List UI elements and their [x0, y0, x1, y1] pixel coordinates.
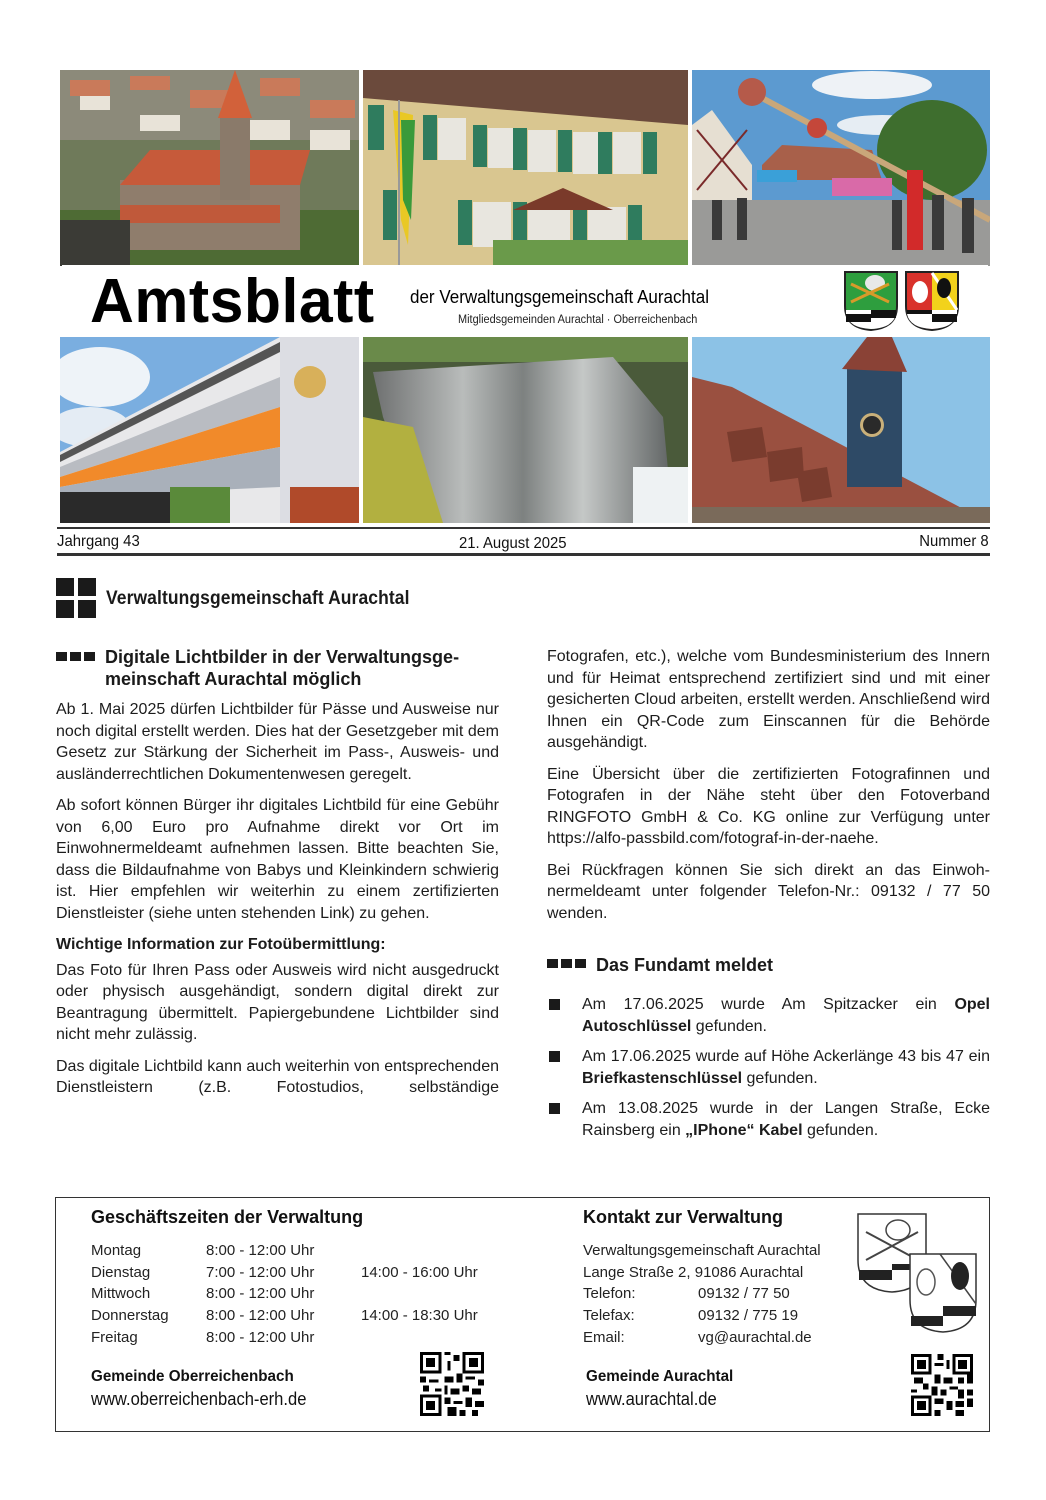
issue-volume: Jahrgang 43 [57, 533, 140, 550]
hours-title: Geschäftszeiten der Verwaltung [91, 1207, 364, 1227]
gemeinde-oberreichenbach-title: Gemeinde Oberreichenbach [91, 1368, 294, 1385]
village-church-photo [60, 70, 359, 266]
list-item: Am 17.06.2025 wurde auf Höhe Ackerlänge 43 bis 47 ein Briefkastenschlüssel gefunden. [547, 1046, 990, 1089]
fax-value: 09132 / 775 19 [698, 1307, 799, 1325]
church-tower-photo [692, 337, 990, 523]
article-paragraph: Das digitale Lichtbild kann auch weiterhin von entsprechenden Dienstleistern (z.B. Fotostudios, selbständige [56, 1057, 499, 1096]
contact-block [583, 1240, 821, 1349]
article-paragraph: Bei Rückfragen können Sie sich direkt an das Einwohnermeldeamt unter folgender Telefon-Nr.: 09132 / 77 50 wenden. [547, 861, 990, 922]
left-column [56, 646, 499, 1109]
contact-address: Lange Straße 2, 91086 Aurachtal [583, 1263, 804, 1281]
phone-label: Telefon: [583, 1285, 636, 1303]
hours-row: Freitag 8:00 - 12:00 Uhr [91, 1328, 315, 1346]
issue-date: 21. August 2025 [459, 535, 567, 552]
school-building-photo [60, 337, 359, 523]
article-title: Digitale Lichtbilder in der Verwaltungsge- meinschaft Aurachtal möglich [105, 647, 460, 689]
gemeinde-oberreichenbach-link[interactable]: www.oberreichenbach-erh.de [91, 1389, 307, 1409]
list-item: Am 13.08.2025 wurde in der Langen Straße, Ecke Rainsberg ein „IPhone“ Kabel gefunden. [547, 1098, 990, 1141]
waterfall-photo [363, 337, 688, 523]
maypole-photo [692, 70, 990, 266]
section-squares-icon [56, 578, 96, 618]
masthead-subtitle: der Verwaltungsgemeinschaft Aurachtal [410, 286, 709, 307]
article-paragraph: Ab 1. Mai 2025 dürfen Lichtbilder für Pässe und Ausweise nur noch digital erstellt werden. Dies hat der Gesetzgeber mit dem Gesetz zur Stärkung der Sicherheit im Pass-, Ausweis- und ausländerrechtlichen Dokumentenwesen geregelt. [56, 701, 499, 783]
fundamt-list [547, 994, 990, 1141]
gemeinde-aurachtal-link[interactable]: www.aurachtal.de [586, 1389, 717, 1409]
section-title: Verwaltungsgemeinschaft Aurachtal [106, 588, 410, 609]
list-item: Am 17.06.2025 wurde Am Spitzacker ein Opel Autoschlüssel gefunden. [547, 994, 990, 1037]
aurachtal-crest-icon [843, 270, 899, 332]
phone-value: 09132 / 77 50 [698, 1285, 790, 1303]
fax-label: Telefax: [583, 1307, 635, 1325]
gemeinde-aurachtal-title: Gemeinde Aurachtal [586, 1368, 734, 1385]
hours-row: Mittwoch 8:00 - 12:00 Uhr [91, 1285, 315, 1303]
qr-code-oberreichenbach-icon[interactable] [420, 1351, 484, 1417]
qr-code-aurachtal-icon[interactable] [911, 1352, 973, 1418]
article-paragraph: Das Foto für Ihren Pass oder Ausweis wird nicht ausgedruckt oder physisch ausgehändigt, sondern digital direkt zur Beantragung übermittelt. Papiergebundene Lichtbilder sind nicht mehr zulässig. [56, 961, 499, 1043]
article-subheading: Wichtige Information zur Fotoübermittlung: [56, 936, 386, 953]
article-paragraph: Eine Übersicht über die zertifizierten Fotografinnen und Fotografen in der Nähe steht über den Fotoverband RINGFOTO GmbH & Co. KG online zur Verfügung unter https://alfo-passbild.com/fotograf-in-der-naehe. [547, 765, 990, 847]
masthead-title: Amtsblatt [90, 267, 375, 336]
oberreichenbach-crest-bw-icon [908, 1252, 978, 1334]
bullet-square-icon [549, 999, 560, 1010]
email-label: Email: [583, 1328, 625, 1346]
article-paragraph: Fotografen, etc.), welche vom Bundesministerium des Innern und für Heimat entsprechend zertifiziert sind und mit einer gesicherten Cloud arbeiten, erstellt werden. Anschließend wird Ihnen ein QR-Code zum Einscannen für die Behörde ausgehändigt. [547, 648, 990, 751]
masthead-members: Mitgliedsgemeinden Aurachtal · Oberreichenbach [458, 314, 698, 326]
contact-org: Verwaltungsgemeinschaft Aurachtal [583, 1242, 821, 1259]
bullet-square-icon [549, 1103, 560, 1114]
fundamt-title: Das Fundamt meldet [596, 955, 774, 975]
heading-squares-icon [56, 652, 95, 661]
heading-squares-icon [547, 959, 586, 968]
article-paragraph: Ab sofort können Bürger ihr digitales Lichtbild für eine Gebühr von 6,00 Euro pro Aufnahme direkt vor Ort im Einwohnermeldeamt aufnehmen lassen. Bitte beachten Sie, dass die Bildaufnahme von Babys und Kleinkindern schwierig ist. Hier empfehlen wir weiterhin zu einem zertifizierten Dienstleister (siehe unten stehenden Link) zu gehen. [56, 797, 499, 922]
issue-bottom-rule [57, 553, 990, 556]
hours-row: Montag 8:00 - 12:00 Uhr [91, 1242, 315, 1259]
fundamt-heading [547, 954, 990, 976]
email-link[interactable]: vg@aurachtal.de [698, 1328, 812, 1346]
bullet-square-icon [549, 1051, 560, 1062]
contact-title: Kontakt zur Verwaltung [583, 1207, 784, 1227]
town-hall-photo [363, 70, 688, 266]
issue-top-rule [57, 527, 990, 529]
hours-table [91, 1240, 478, 1348]
hours-row: Dienstag 7:00 - 12:00 Uhr 14:00 - 16:00 Uhr [91, 1263, 478, 1281]
article-heading [56, 646, 499, 690]
oberreichenbach-crest-icon [904, 270, 960, 332]
right-column [547, 646, 990, 1150]
issue-number: Nummer 8 [919, 533, 989, 550]
hours-row: Donnerstag 8:00 - 12:00 Uhr 14:00 - 18:30 Uhr [91, 1307, 478, 1325]
